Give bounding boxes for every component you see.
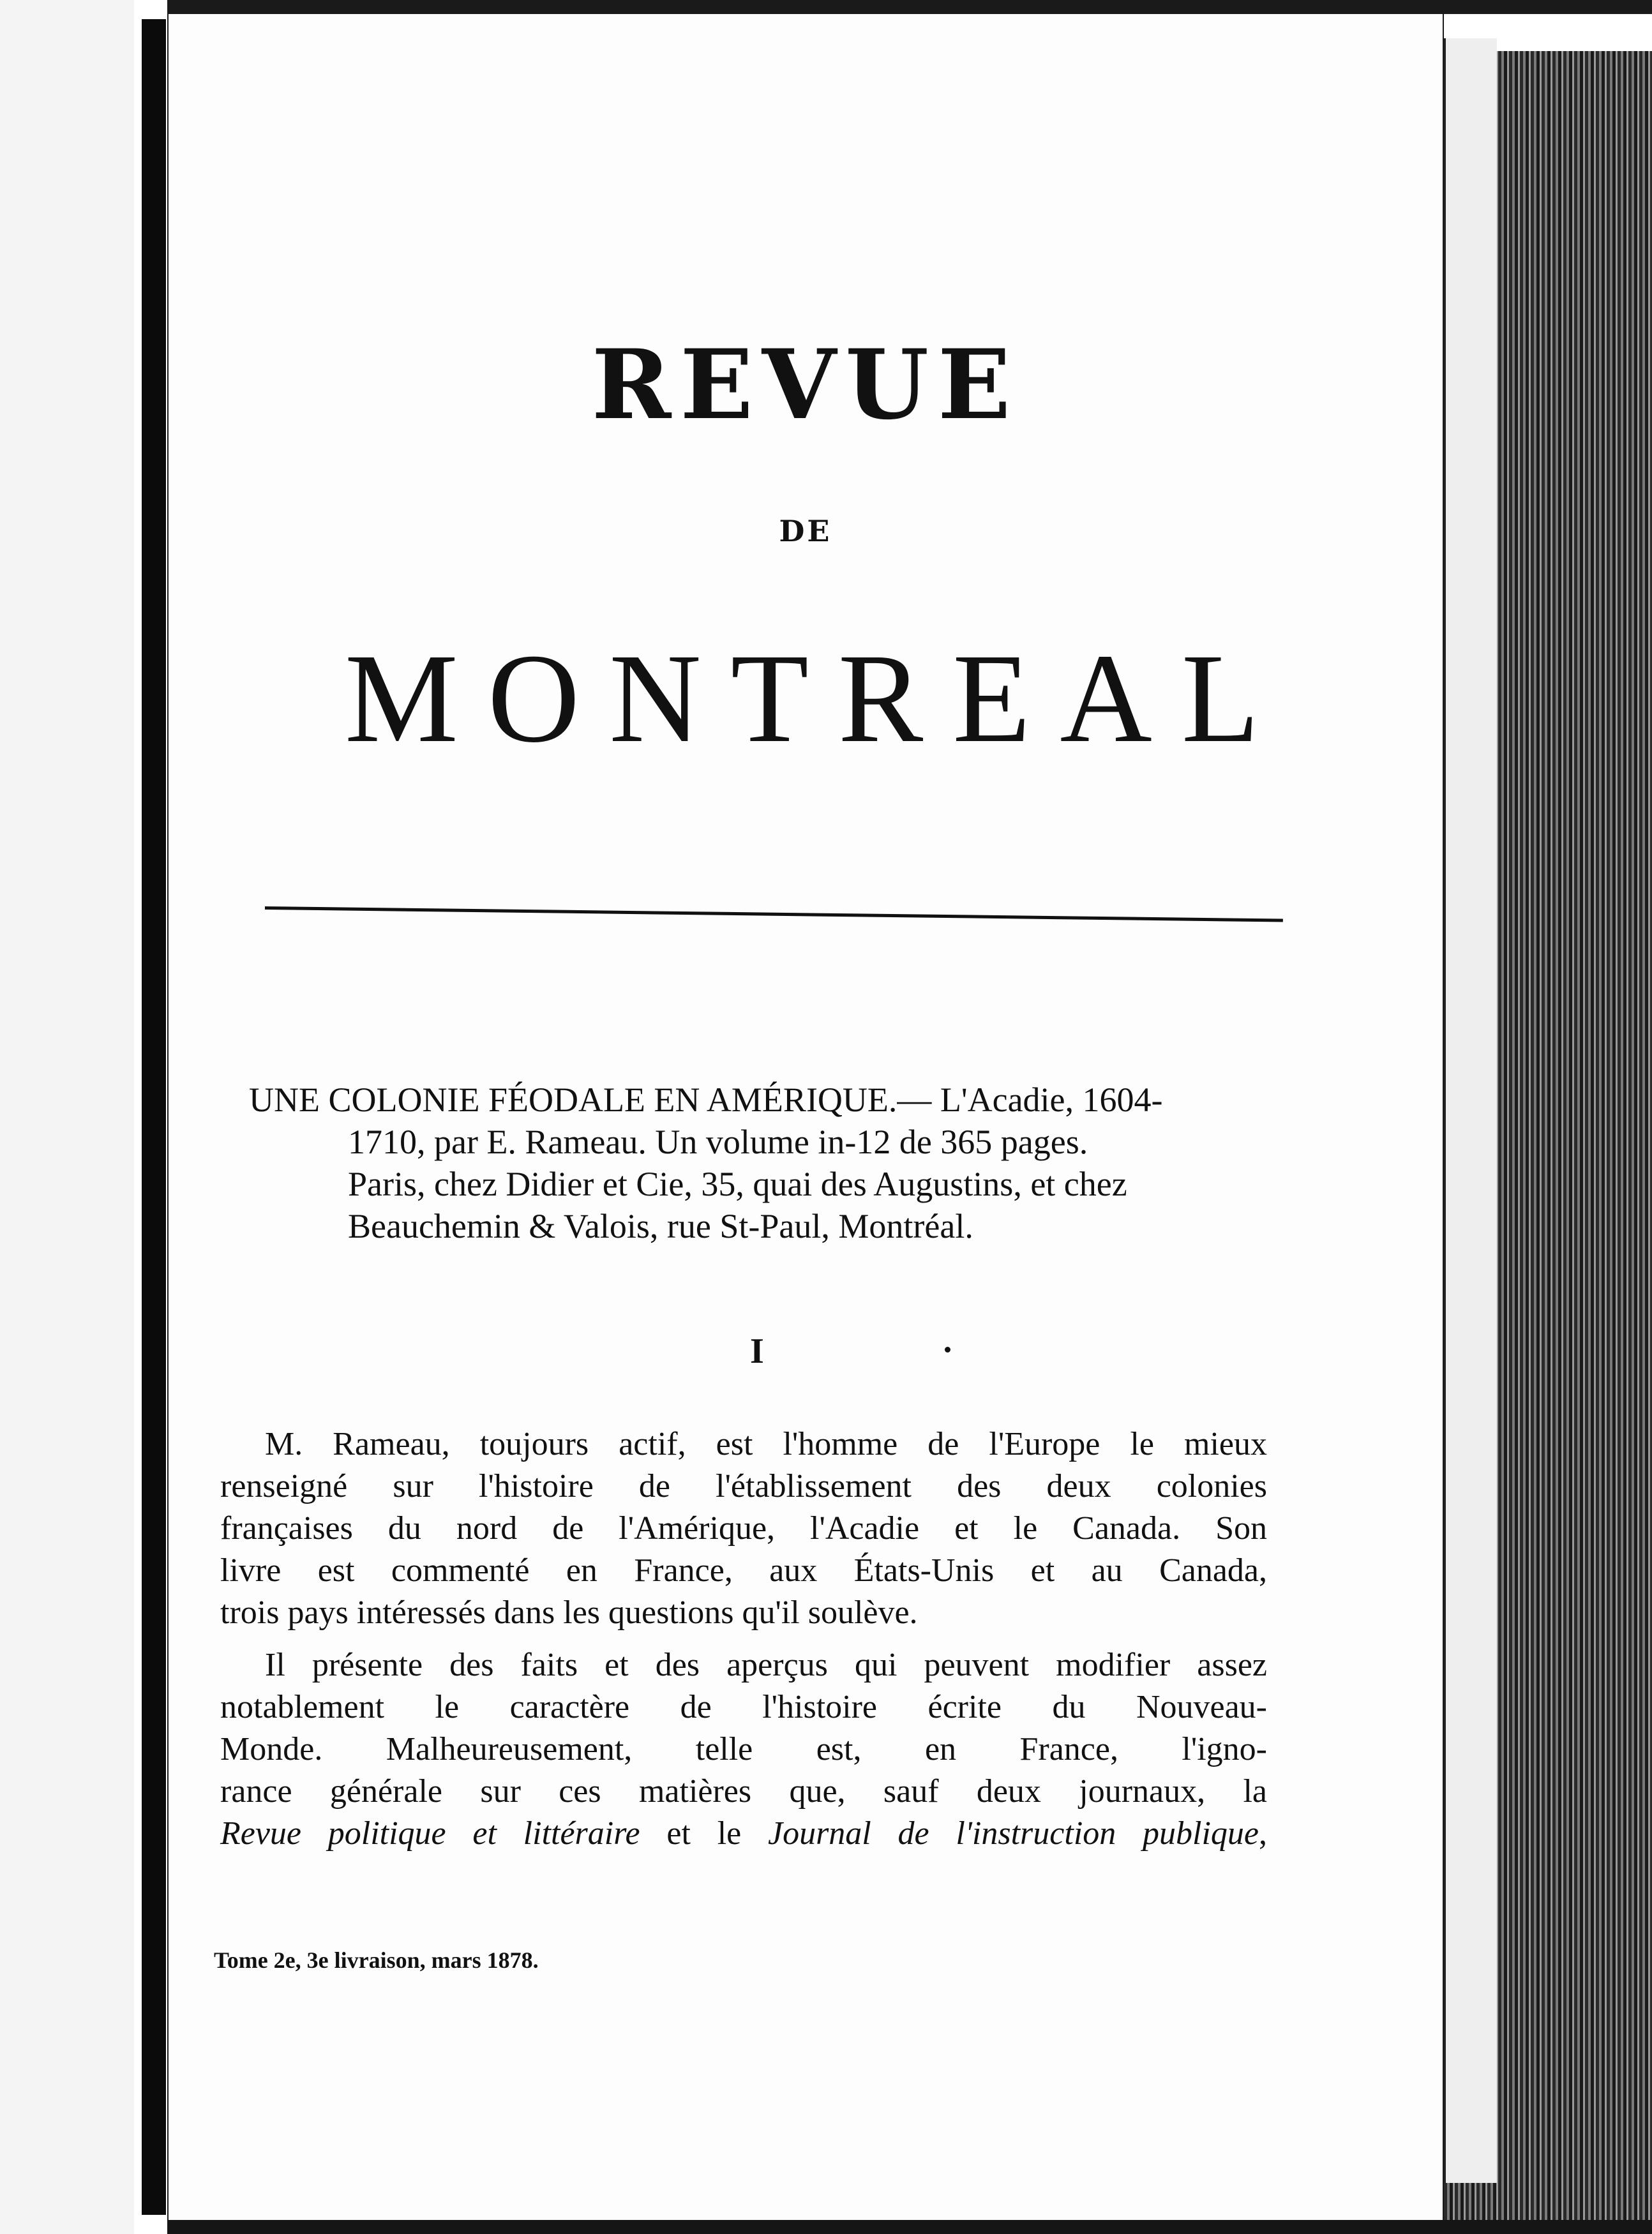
body-line: trois pays intéressés dans les questions qu'il soulève. [220,1594,918,1631]
body-text-fragment: , [1259,1815,1267,1852]
body-line: livre est commenté en France, aux États-Unis et au Canada, [220,1552,1267,1589]
journal-title: Revue politique et littéraire [220,1815,640,1852]
masthead-city: MONTREAL [345,628,1289,769]
body-line-with-titles [220,1813,1267,1855]
body-line: renseigné sur l'histoire de l'établissement des deux colonies [220,1468,1267,1504]
body-line: notablement le caractère de l'histoire écrite du Nouveau- [220,1689,1267,1725]
article-body [220,1423,1267,1855]
article-heading [249,1079,1296,1247]
heading-line: Paris, chez Didier et Cie, 35, quai des Augustins, et chez [348,1165,1127,1203]
heading-line: 1710, par E. Rameau. Un volume in-12 de 365 pages. [348,1123,1088,1161]
page-edge-strip [1444,38,1497,2183]
body-line: françaises du nord de l'Amérique, l'Acadie et le Canada. Son [220,1510,1267,1547]
heading-line: Beauchemin & Valois, rue St-Paul, Montréal. [348,1207,973,1245]
body-line: M. Rameau, toujours actif, est l'homme de l'Europe le mieux [265,1426,1267,1462]
section-numeral: I [750,1331,764,1371]
book-binding [142,19,166,2215]
masthead-preposition: DE [779,514,832,548]
journal-title: Journal de l'instruction publique [767,1815,1259,1852]
body-line: rance générale sur ces matières que, sauf deux journaux, la [220,1773,1267,1810]
left-page-margin [0,0,134,2234]
heading-line: UNE COLONIE FÉODALE EN AMÉRIQUE.— L'Acadie, 1604- [249,1081,1163,1119]
issue-note: Tome 2e, 3e livraison, mars 1878. [214,1947,539,1973]
scan-bottom-edge [167,2220,1652,2234]
body-line: Monde. Malheureusement, telle est, en France, l'igno- [220,1731,1267,1767]
ink-dot [945,1347,950,1353]
body-text-fragment: et le [640,1815,768,1852]
scan-top-edge [167,0,1652,14]
body-line: Il présente des faits et des aperçus qui peuvent modifier assez [265,1647,1267,1683]
masthead-title: REVUE [591,329,1020,441]
